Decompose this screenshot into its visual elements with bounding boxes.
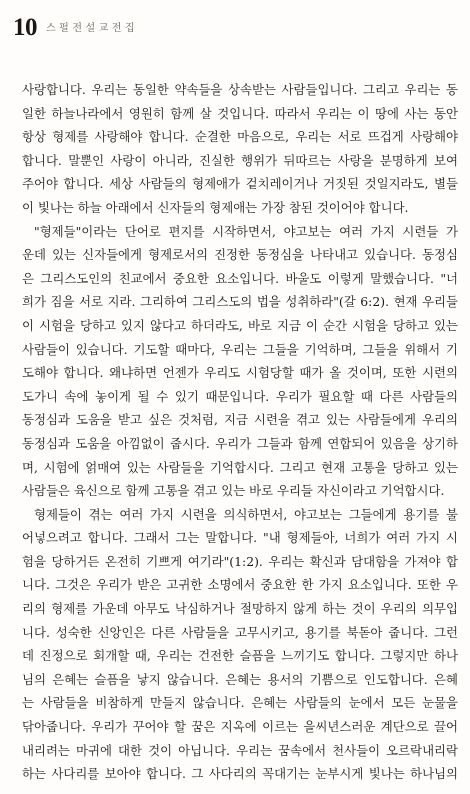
text-line: 운데 있는 신자들에게 형제로서의 진정한 동정심을 나타내고 있습니다. 동정심 xyxy=(22,247,458,263)
text-line: 항상 형제를 사랑해야 합니다. 순결한 마음으로, 우리는 서로 뜨겁게 사랑해야 xyxy=(22,129,458,145)
text-line: 도해야 합니다. 왜냐하면 언젠가 우리도 시험당할 때가 올 것이며, 또한 시련의 xyxy=(22,365,458,381)
text-line: 일한 하늘나라에서 영원히 함께 살 것입니다. 따라서 우리는 이 땅에 사는 동안 xyxy=(22,105,458,121)
text-line: 데 진정으로 회개할 때, 우리는 건전한 슬픔을 느끼기도 합니다. 그렇지만 하나 xyxy=(22,648,458,664)
text-line: 은 그리스도인의 친교에서 중요한 요소입니다. 바울도 이렇게 말했습니다. "너 xyxy=(22,270,458,286)
text-line: 니다. 성숙한 신앙인은 다른 사람들을 고무시키고, 용기를 북돋아 줍니다. 그런 xyxy=(22,624,458,640)
text-line: 희가 짐을 서로 지라. 그리하여 그리스도의 법을 성취하라"(갈 6:2). 현재 우리들 xyxy=(22,294,458,310)
text-line: 주어야 합니다. 세상 사람들의 형제애가 겉치레이거나 거짓된 것일지라도, 별들 xyxy=(22,176,458,192)
text-line: 하는 사다리를 보아야 합니다. 그 사다리의 꼭대기는 눈부시게 빛나는 하나님의 xyxy=(22,766,458,782)
text-line: 사람들은 육신으로 함께 고통을 겪고 있는 바로 우리들 자신이라고 기억합시다. xyxy=(22,483,445,499)
text-line: 며, 시험에 얽매여 있는 사람들을 기억합시다. 그리고 현재 고통을 당하고 있는 xyxy=(22,459,458,475)
text-line: 닦아줍니다. 우리가 꾸어야 할 꿈은 지옥에 이르는 을씨년스러운 계단으로 끌어 xyxy=(22,719,458,735)
page-header xyxy=(13,14,138,42)
text-line: 이 빛나는 하늘 아래에서 신자들의 형제애는 가장 참된 것이어야 합니다. xyxy=(22,199,409,215)
text-line: 니다. 그것은 우리가 받은 고귀한 소명에서 중요한 한 가지 요소입니다. 또한 우 xyxy=(22,577,458,593)
running-head: 스펄전설교전집 xyxy=(46,23,139,34)
text-line: 합니다. 말뿐인 사랑이 아니라, 진실한 행위가 뒤따르는 사랑을 분명하게 보여 xyxy=(22,152,458,168)
text-line: 리의 형제를 가운데 아무도 낙심하거나 절망하지 않게 하는 것이 우리의 의무입 xyxy=(22,601,458,617)
text-line: 험을 당하거든 온전히 기쁘게 여기라"(1:2). 우리는 확신과 담대함을 가져야 합 xyxy=(22,553,458,569)
text-line: 내리려는 마귀에 대한 것이 아닙니다. 우리는 꿈속에서 천사들이 오르락내리락 xyxy=(22,742,458,758)
text-line: 사람들이 있습니다. 기도할 때마다, 우리는 그들을 기억하며, 그들을 위해서 기 xyxy=(22,341,458,357)
text-line: 님의 은혜는 슬픔을 낳지 않습니다. 은혜는 용서의 기쁨으로 인도합니다. 은혜 xyxy=(22,671,458,687)
text-line: 어넣으려고 합니다. 그래서 그는 말합니다. "내 형제들아, 너희가 여러 가지 시 xyxy=(22,530,458,546)
text-line: 이 시험을 당하고 있지 않다고 하더라도, 바로 지금 이 순간 시험을 당하고 있는 xyxy=(22,317,458,333)
text-line: 형제들이 겪는 여러 가지 시련을 의식하면서, 야고보는 그들에게 용기를 불 xyxy=(34,506,458,522)
page-number: 10 xyxy=(13,14,37,41)
text-line: 동정심과 도움을 아낌없이 줍시다. 우리가 그들과 함께 연합되어 있음을 상기하 xyxy=(22,435,458,451)
text-line: 사랑합니다. 우리는 동일한 약속들을 상속받는 사람들입니다. 그리고 우리는 동 xyxy=(22,82,458,97)
text-line: "형제들"이라는 단어로 편지를 시작하면서, 야고보는 여러 가지 시련들 가 xyxy=(34,223,458,239)
text-line: 도가니 속에 놓이게 될 수 있기 때문입니다. 우리가 필요할 때 다른 사람들의 xyxy=(22,388,458,404)
body-text xyxy=(22,78,458,786)
text-line: 는 사람들을 비참하게 만들지 않습니다. 은혜는 사람들의 눈에서 모든 눈물을 xyxy=(22,695,458,711)
text-line: 동정심과 도움을 받고 싶은 것처럼, 지금 시련을 겪고 있는 사람들에게 우리의 xyxy=(22,412,458,428)
